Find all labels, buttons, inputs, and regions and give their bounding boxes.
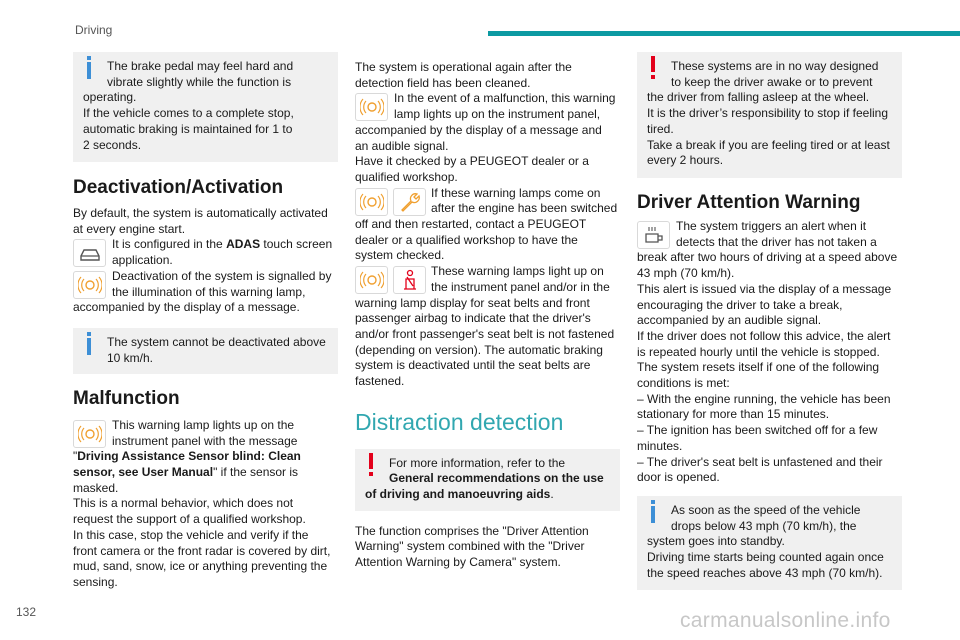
message-bold-text: Driving Assistance Sensor blind: Clean [77, 449, 301, 464]
column-1 [73, 52, 338, 591]
paragraph-line: accompanied by an audible signal. [637, 313, 822, 328]
paragraph-line: 43 mph (70 km/h). [637, 266, 735, 281]
paragraph-line: Attention Warning by Camera" system. [355, 555, 561, 570]
message-bold-text: sensor, see User Manual [73, 465, 214, 480]
list-item: minutes. [637, 438, 683, 453]
note-text: It is the driver’s responsibility to stop if feeling [647, 106, 889, 121]
paragraph-line: These warning lamps light up on [431, 264, 604, 279]
adas-text: application. [112, 253, 173, 268]
note-text: Take a break if you are feeling tired or at least [647, 137, 890, 152]
note-text: every 2 hours. [647, 153, 724, 168]
paragraph-line: fastened. [355, 374, 405, 389]
note-text: The system cannot be deactivated above [107, 334, 326, 349]
note-text: 10 km/h. [107, 350, 154, 365]
note-text: . [550, 487, 554, 502]
paragraph-line: The system triggers an alert when it [676, 219, 867, 233]
paragraph-line: accompanied by the display of a message and [355, 122, 602, 137]
note-text: As soon as the speed of the vehicle [671, 502, 861, 517]
deactivation-text: Deactivation of the system is signalled by [112, 268, 332, 283]
paragraph-line: detection field has been cleaned. [355, 75, 531, 90]
malfunction-text: sensing. [73, 574, 118, 589]
deactivation-row [73, 269, 338, 316]
aeb-warning-lamp-icon [73, 420, 106, 448]
note-text: automatic braking is maintained for 1 to [83, 121, 293, 136]
warning-icon [651, 56, 655, 72]
paragraph-line: passenger airbag to indicate that the driver's [355, 311, 591, 326]
note-text: the driver from falling asleep at the wheel. [647, 90, 870, 105]
seatbelt-row [355, 264, 620, 390]
car-icon [73, 239, 106, 267]
column-2 [355, 60, 620, 571]
malfunction-text: if the sensor is [217, 465, 299, 480]
paragraph-line: This alert is issued via the display of a message [637, 281, 892, 296]
note-text: Driving time starts being counted again once [647, 550, 884, 565]
info-icon [87, 62, 91, 79]
info-note [73, 52, 338, 162]
section-heading: Malfunction [73, 387, 180, 409]
aeb-warning-lamp-icon [355, 93, 388, 121]
paragraph-line: detects that the driver has not taken a [676, 234, 877, 249]
paragraph-line: is repeated hourly until the vehicle is stopped. [637, 344, 880, 359]
note-text: If the vehicle comes to a complete stop, [83, 106, 294, 121]
paragraph-line: at every engine start. [73, 221, 186, 236]
paragraph-line: (depending on version). The automatic braking [355, 342, 603, 357]
paragraph-line: The system is operational again after the [355, 60, 572, 74]
paragraph-line: warning lamp display for seat belts and front [355, 295, 590, 310]
paragraph-line: By default, the system is automatically activated [73, 206, 328, 220]
paragraph-line: conditions is met: [637, 376, 730, 391]
aeb-warning-lamp-icon [73, 271, 106, 299]
aeb-warning-lamp-icon [355, 188, 388, 216]
warning-icon [369, 453, 373, 469]
section-header: Driving [75, 23, 113, 37]
column-3 [637, 52, 902, 590]
adas-row [73, 237, 338, 268]
malfunction-text: masked. [73, 480, 119, 495]
note-text: tired. [647, 121, 674, 136]
paragraph-line: the instrument panel and/or in the [431, 279, 610, 294]
paragraph-line: system is deactivated until the seat belts are [355, 358, 591, 373]
adas-text: It is configured in the [112, 237, 227, 252]
adas-text: touch screen [260, 237, 333, 252]
note-bold-text: of driving and manoeuvring aids [365, 487, 551, 502]
engine-restart-row [355, 186, 620, 265]
list-item: stationary for more than 15 minutes. [637, 407, 830, 422]
paragraph-line: lamp lights up on the instrument panel, [394, 107, 601, 122]
note-text: These systems are in no way designed [671, 59, 879, 73]
watermark: carmanualsonline.info [680, 609, 891, 632]
paragraph-line: The system resets itself if one of the following [637, 360, 880, 375]
note-text: The brake pedal may feel hard and [107, 59, 294, 73]
malfunction-text: request the support of a qualified workshop. [73, 512, 306, 527]
paragraph-line: off and then restarted, contact a PEUGEOT [355, 217, 587, 232]
wrench-icon [393, 188, 426, 216]
list-item: – The driver's seat belt is unfastened and their [637, 454, 883, 469]
malfunction-text: This warning lamp lights up on the [112, 417, 295, 432]
note-text: to keep the driver awake or to prevent [671, 74, 873, 89]
paragraph-line: break after two hours of driving at a speed above [637, 250, 898, 265]
paragraph-line: In the event of a malfunction, this warning [394, 91, 616, 106]
malfunction-text: instrument panel with the message [112, 433, 298, 448]
malfunction-lamp-row [355, 91, 620, 185]
paragraph-line: If these warning lamps come on [431, 185, 601, 200]
info-icon [651, 506, 655, 523]
paragraph-line: If the driver does not follow this advice, the alert [637, 328, 891, 343]
section-heading: Distraction detection [355, 408, 564, 435]
aeb-warning-lamp-icon [355, 266, 388, 294]
section-heading: Deactivation/Activation [73, 177, 284, 198]
paragraph-line: after the engine has been switched [431, 201, 618, 216]
list-item: – The ignition has been switched off for a few [637, 423, 878, 438]
paragraph-line: Have it checked by a PEUGEOT dealer or a [355, 154, 589, 169]
info-note [73, 328, 338, 374]
deactivation-text: the illumination of this warning lamp, [112, 284, 306, 299]
info-note [637, 496, 902, 590]
list-item: – With the engine running, the vehicle has been [637, 391, 891, 406]
adas-bold-text: ADAS [226, 237, 261, 252]
note-text: operating. [83, 90, 137, 105]
list-item: door is opened. [637, 470, 720, 485]
note-bold-text: General recommendations on the use [389, 471, 604, 486]
warning-note [355, 449, 620, 511]
paragraph-line: dealer or a qualified workshop to have the [355, 232, 578, 247]
paragraph-line: and/or front passenger's seat belt is not fastened [355, 326, 615, 341]
paragraph-line: system checked. [355, 248, 445, 263]
note-text: the speed reaches above 43 mph (70 km/h). [647, 565, 883, 580]
coffee-cup-icon [637, 221, 670, 249]
note-text: vibrate slightly while the function is [107, 74, 292, 89]
note-text: 2 seconds. [83, 137, 142, 152]
note-text: drops below 43 mph (70 km/h), the [671, 518, 857, 533]
section-heading: Driver Attention Warning [637, 192, 861, 213]
paragraph-line: Warning" system combined with the "Driver [355, 539, 585, 554]
header-accent-bar [488, 31, 960, 36]
malfunction-text: front camera or the front radar is covered by dirt, [73, 543, 331, 558]
page-number: 132 [16, 605, 37, 619]
malfunction-text: This is a normal behavior, which does not [73, 496, 294, 511]
malfunction-row: This warning lamp lights up on the instrument panel with the message "Driving Assistance Sensor blind: Clean sensor, see User Manual" if the sensor is masked. This is a normal behavior, which does not request the support of a qualified workshop. In this case, stop the vehicle and verify if the front camera or the front radar is covered by dirt, mud, sand, snow, ice or anything preventing the sensing. [73, 418, 338, 591]
paragraph-line: qualified workshop. [355, 169, 458, 184]
malfunction-text: In this case, stop the vehicle and verify if the [73, 527, 309, 542]
note-text: For more information, refer to the [389, 455, 566, 470]
warning-note [637, 52, 902, 178]
paragraph-line: an audible signal. [355, 138, 449, 153]
info-icon [87, 338, 91, 355]
note-text: system goes into standby. [647, 534, 785, 549]
coffee-alert-row [637, 219, 902, 486]
paragraph-line: encouraging the driver to take a break, [637, 297, 843, 312]
paragraph-line: The function comprises the "Driver Attention [355, 523, 589, 538]
deactivation-text: accompanied by the display of a message. [73, 300, 300, 315]
seatbelt-icon [393, 266, 426, 294]
malfunction-text: mud, sand, snow, ice or anything preventing the [73, 559, 328, 574]
